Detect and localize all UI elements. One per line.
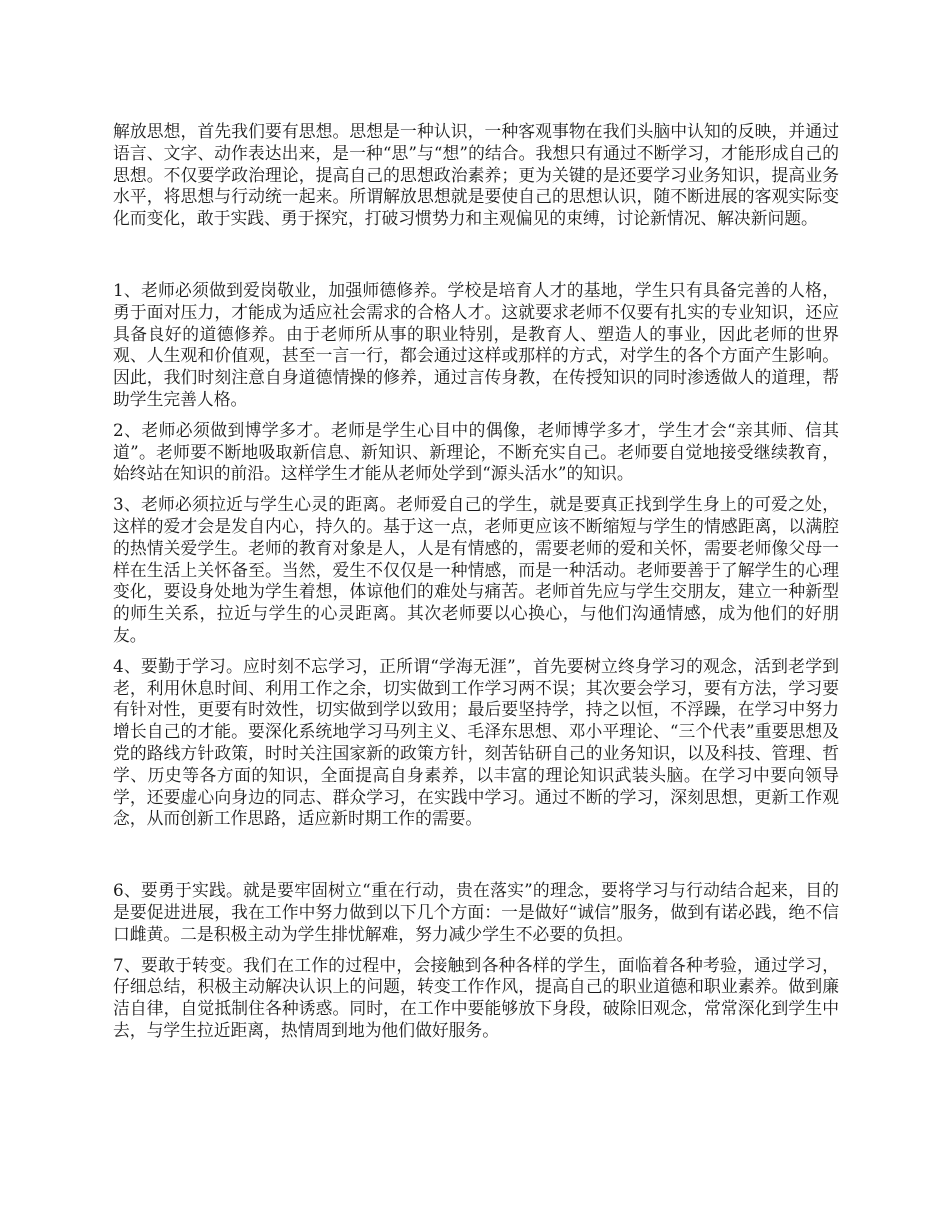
- paragraph-7-change: 7、要敢于转变。我们在工作的过程中，会接触到各种各样的学生，面临着各种考验，通过学习，仔细总结，积极主动解决认识上的问题，转变工作作风，提高自己的职业道德和职业素养。做到廉洁自律，自觉抵制住各种诱惑。同时，在工作中要能够放下身段，破除旧观念，常常深化到学生中去，与学生拉近距离，热情周到地为他们做好服务。: [113, 954, 839, 1040]
- intro-paragraph: 解放思想，首先我们要有思想。思想是一种认识，一种客观事物在我们头脑中认知的反映，并通过语言、文字、动作表达出来，是一种“思”与“想”的结合。我想只有通过不断学习，才能形成自己的思想。不仅要学政治理论，提高自己的思想政治素养；更为关键的是还要学习业务知识，提高业务水平，将思想与行动统一起来。所谓解放思想就是要使自己的思想认识，随不断进展的客观实际变化而变化，敢于实践、勇于探究，打破习惯势力和主观偏见的束缚，讨论新情况、解决新问题。: [113, 121, 839, 229]
- document-body: [113, 121, 839, 1051]
- paragraph-4-diligent-learning: 4、要勤于学习。应时刻不忘学习，正所谓“学海无涯”，首先要树立终身学习的观念，活到老学到老，利用休息时间、利用工作之余，切实做到工作学习两不误；其次要会学习，要有方法，学习要有针对性，更要有时效性，切实做到学以致用；最后要坚持学，持之以恒，不浮躁，在学习中努力增长自己的才能。要深化系统地学习马列主义、毛泽东思想、邓小平理论、“三个代表”重要思想及党的路线方针政策，时时关注国家新的政策方针，刻苦钻研自己的业务知识，以及科技、管理、哲学、历史等各方面的知识，全面提高自身素养，以丰富的理论知识武装头脑。在学习中要向领导学，还要虚心向身边的同志、群众学习，在实践中学习。通过不断的学习，深刻思想，更新工作观念，从而创新工作思路，适应新时期工作的需要。: [113, 655, 839, 829]
- paragraph-2-knowledgeable: 2、老师必须做到博学多才。老师是学生心目中的偶像，老师博学多才，学生才会“亲其师、信其道”。老师要不断地吸取新信息、新知识、新理论，不断充实自己。老师要自觉地接受继续教育，始终站在知识的前沿。这样学生才能从老师处学到“源头活水”的知识。: [113, 419, 839, 484]
- paragraph-3-student-relationship: 3、老师必须拉近与学生心灵的距离。老师爱自己的学生，就是要真正找到学生身上的可爱之处，这样的爱才会是发自内心，持久的。基于这一点，老师更应该不断缩短与学生的情感距离，以满腔的热情关爱学生。老师的教育对象是人，人是有情感的，需要老师的爱和关怀，需要老师像父母一样在生活上关怀备至。当然，爱生不仅仅是一种情感，而是一种活动。老师要善于了解学生的心理变化，要设身处地为学生着想，体谅他们的难处与痛苦。老师首先应与学生交朋友，建立一种新型的师生关系，拉近与学生的心灵距离。其次老师要以心换心，与他们沟通情感，成为他们的好朋友。: [113, 494, 839, 645]
- paragraph-1-professional-ethics: 1、老师必须做到爱岗敬业，加强师德修养。学校是培育人才的基地，学生只有具备完善的人格，勇于面对压力，才能成为适应社会需求的合格人才。这就要求老师不仅要有扎实的专业知识，还应具备良好的道德修养。由于老师所从事的职业特别，是教育人、塑造人的事业，因此老师的世界观、人生观和价值观，甚至一言一行，都会通过这样或那样的方式，对学生的各个方面产生影响。因此，我们时刻注意自身道德情操的修养，通过言传身教，在传授知识的同时渗透做人的道理，帮助学生完善人格。: [113, 279, 839, 409]
- paragraph-6-practice: 6、要勇于实践。就是要牢固树立“重在行动，贵在落实”的理念，要将学习与行动结合起来，目的是要促进进展，我在工作中努力做到以下几个方面：一是做好“诚信”服务，做到有诺必践，绝不信口雌黄。二是积极主动为学生排忧解难，努力减少学生不必要的负担。: [113, 880, 839, 944]
